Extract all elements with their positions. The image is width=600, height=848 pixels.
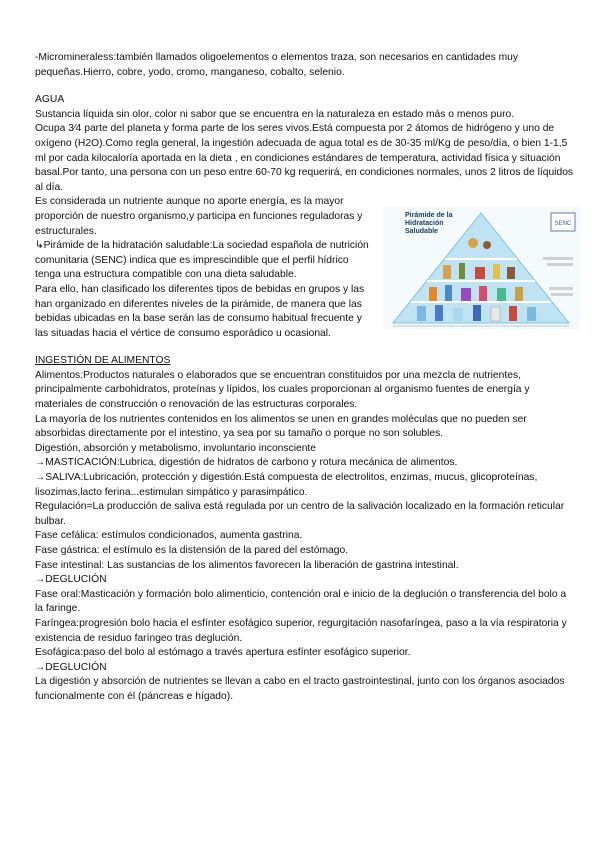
juice-icon [429,287,437,301]
bottle-icon [509,306,517,321]
paragraph-microminerales: -Micromineraless:también llamados oligoelementos o elementos traza, son necesarios en cantidades muy pequeñas.Hierro, cobre, yodo, cromo, manganeso, cobalto, selenio. [35,52,519,78]
paragraph-clasificacion: Para ello, han clasificado los diferentes tipos de bebidas en grupos y las han organizado en diferentes niveles de la pirámide, de manera que las bebidas ubicadas en la base serán las de consumo habitual frecuente y las situadas hacia el vértice de consumo esporádico u ocasional. [35,283,365,339]
figure-caption-line [543,257,573,260]
figure-caption-line [547,263,573,266]
figure-title-line2: Hidratación [405,220,444,227]
heading-agua: AGUA [35,94,65,106]
paragraph-agua-composicion: Ocupa 3⁄4 parte del planeta y forma parte de los seres vivos.Está compuesta por 2 átomos de hidrógeno y uno de oxígeno (H2O).Como regla general, la ingestión adecuada de agua total es de 30-35 ml/Kg de peso/día, o bien 1-1,5 ml por cada kilocaloría aportada en la dieta , en condiciones estándares de temperatura, actividad física y situación basal.Por tanto, una persona con un peso entre 60-70 kg requerirá, en condiciones normales, unos 2 litros de líquidos al día. [35,123,574,193]
figure-title-line1: Pirámide de la [405,212,453,219]
paragraph-agua-nutriente: Es considerada un nutriente aunque no aporte energía, es la mayor proporción de nuestro organismo,y participa en funciones reguladoras y estructurales. [35,196,363,237]
drink-icon [468,238,478,248]
figure-caption-line [549,287,573,290]
document-body [35,51,575,705]
hydration-pyramid-figure [383,207,580,329]
pyramid-illustration [383,207,580,329]
bottle-icon [515,287,523,301]
paragraph-masticacion: →MASTICACIÓN:Lubrica, digestión de hidratos de carbono y rotura mecánica de alimentos. [35,457,458,469]
paragraph-fase-cefalica: Fase cefálica: estímulos condicionados, aumenta gastrina. [35,530,303,542]
bottle-icon [459,263,465,279]
text-beside-figure [35,195,375,341]
paragraph-alimentos: Alimentos:Productos naturales o elaborados que se encuentran constituidos por una mezcla de nutrientes, principalmente carbohidratos, proteínas y lípidos, los cuales proporcionan al organismo fuentes de energía y materiales de construcción o renovación de las estructuras corporales. [35,369,530,411]
figure-title-line3: Saludable [405,228,439,235]
paragraph-regulacion: Regulación=La producción de saliva está regulada por un centro de la salivación localizado en la formación reticular bulbar. [35,501,565,527]
figure-footnote [393,325,569,327]
cup-icon [497,288,506,301]
paragraph-tracto: La digestión y absorción de nutrientes se llevan a cabo en el tracto gastrointestinal, junto con los órganos asociados funcionalmente con él (páncreas e hígado). [35,676,565,702]
water-bottle-icon [473,305,481,321]
bottle-icon [479,286,487,301]
drink-icon [483,241,491,249]
bottle-icon [493,264,500,279]
milk-icon [491,307,500,321]
heading-deglucion: →DEGLUCIÓN [35,574,107,586]
glass-icon [527,307,536,321]
heading-ingestion: INGESTIÓN DE ALIMENTOS [35,355,171,367]
heading-deglucion-2: →DEGLUCIÓN [35,661,107,673]
cup-icon [507,267,515,279]
glass-icon [461,288,471,301]
paragraph-digestion: Digestión, absorción y metabolismo, involuntario inconsciente [35,442,317,454]
bottle-icon [445,285,452,301]
paragraph-fase-oral: Fase oral:Masticación y formación bolo alimenticio, contención oral e inicio de la deglución o transferencia del bolo a la faringe. [35,588,567,615]
paragraph-fase-gastrica: Fase gástrica: el estímulo es la distensión de la pared del estómago. [35,545,349,556]
water-bottle-icon [417,306,426,321]
paragraph-saliva: →SALIVA:Lubricación, protección y digestión.Está compuesta de electrolitos, enzimas, mucus, glicoproteínas, lisozimas,lacto ferina...estimulan simpático y parasimpático. [35,472,538,498]
paragraph-piramide: ↳Pirámide de la hidratación saludable:La sociedad española de nutrición comunitaria (SENC) indica que es imprescindible que el perfil hídrico tenga una estructura compatible con una dieta saludable. [35,240,369,281]
glass-icon [475,267,485,279]
paragraph-fase-intestinal: Fase intestinal: Las sustancias de los alimentos favorecen la liberación de gastrina intestinal. [35,559,459,571]
senc-logo-text: SENC [554,221,572,227]
paragraph-esofagica: Esofágica:paso del bolo al estómago a través apertura esfínter esofágico superior. [35,647,411,659]
water-bottle-icon [435,305,443,321]
glass-icon [453,308,463,321]
paragraph-faringea: Faríngea:progresión bolo hacia el esfínter esofágico superior, regurgitación nasofaríngea, paso a la vía respiratoria y existencia de residuo faríngeo tras deglución. [35,617,567,644]
paragraph-agua-definicion: Sustancia líquida sin olor, color ni sabor que se encuentra en la naturaleza en estado más o menos puro. [35,108,515,120]
paragraph-moleculas: La mayoría de los nutrientes contenidos en los alimentos se unen en grandes moléculas que no pueden ser absorbidas directamente por el intestino, ya sea por su tamaño o porque no son solubles. [35,413,527,440]
bottle-icon [443,265,451,279]
figure-caption-line [551,293,573,296]
